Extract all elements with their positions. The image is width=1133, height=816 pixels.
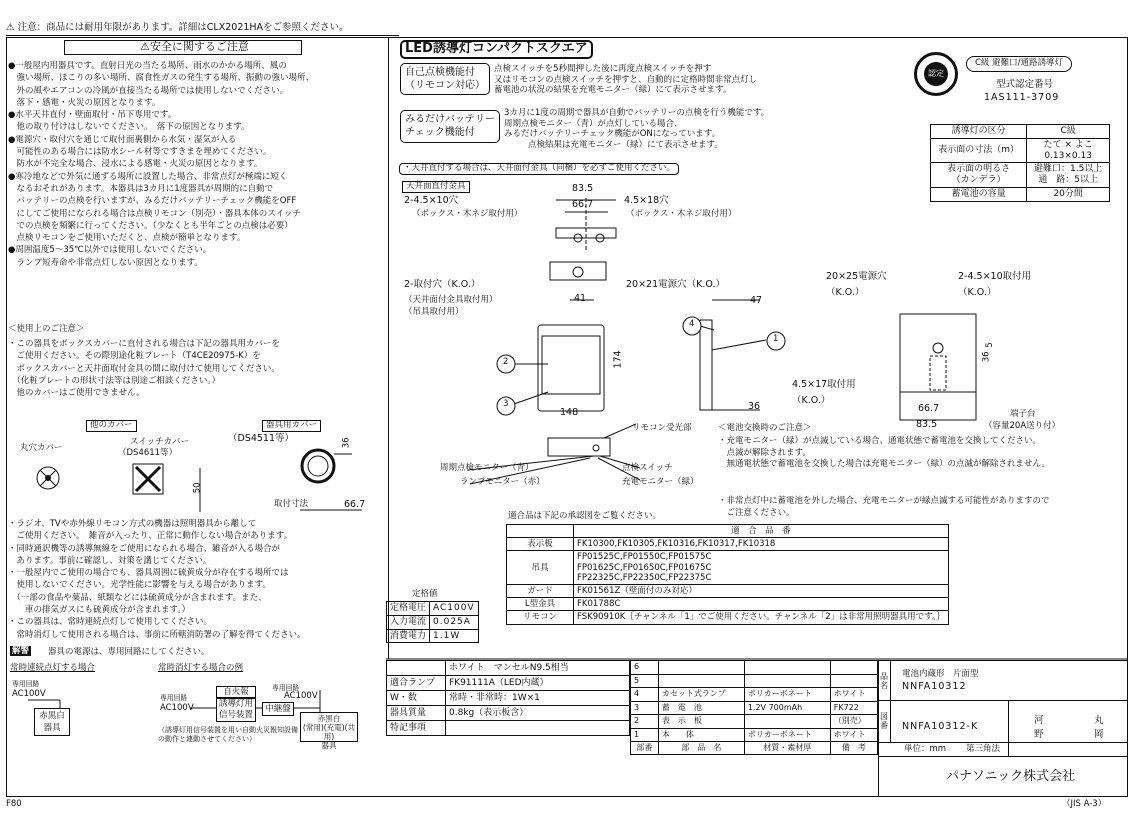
usage-line: 車の排気ガスにも硫黄成分が含まれます。） <box>8 605 191 616</box>
usage-line: あります。事前に確認し、対策を講じてください。 <box>8 555 212 566</box>
table-cell: 吊具 <box>507 551 574 585</box>
table-cell: 誘導灯の区分 <box>931 125 1027 139</box>
power-hole2: 20×25電源穴 <box>826 271 887 282</box>
table-cell: 表示板 <box>507 538 574 551</box>
table-cell: FK91111A（LED内蔵） <box>446 676 630 691</box>
table-row <box>507 538 949 551</box>
cert-no: 1AS111-3709 <box>984 92 1060 103</box>
table-cell: リモコン <box>507 611 574 624</box>
table-cell: 特記事項 <box>387 721 446 736</box>
callout-2: 2 <box>503 357 509 367</box>
usage-line: 使用しないでください。光学性能に影響を与える場合があります。 <box>8 580 271 591</box>
warning-triangle-icon: ⚠ <box>140 40 150 53</box>
battery-notes: ・充電モニター（緑）が点滅している場合、通電状態で蓄電池を交換してください。 点滅が解除されます。 無通電状態で蓄電池を交換した場合は充電モニター（緑）の点滅が解除されません。 <box>718 436 1051 469</box>
tb-name2: NNFA10312 <box>902 681 967 692</box>
table-row <box>631 701 878 715</box>
table-row <box>631 728 878 742</box>
cert-logo-inner: 認定 <box>924 62 948 86</box>
spec-table <box>386 660 630 736</box>
table-cell: 1 <box>631 728 659 742</box>
remote-rx-label: リモコン受光部 <box>632 423 692 433</box>
table-row <box>507 611 949 624</box>
table-cell: 1.2V 700mAh <box>744 701 830 715</box>
tb-name-label: 品名 <box>880 672 888 690</box>
tb-vline-2 <box>1008 700 1009 756</box>
table-cell: ポリカーボネート <box>744 688 830 702</box>
cert-grade: C級 避難口/通路誘導灯 <box>966 56 1072 72</box>
fixture-cover-label: 器具用カバー <box>262 420 321 432</box>
feature2-text: 3カ月に1度の周期で器具が自動でバッテリーの点検を行う機能です。 周期点検モニター（青）が点灯している場合、 みるだけバッテリーチェック機能がONになっています。 点検結果は充電モニター（緑）にて表示させます。 <box>504 108 770 150</box>
table-cell <box>507 525 574 538</box>
table-cell: FK10300,FK10305,FK10316,FK10317,FK10318 <box>574 538 949 551</box>
table-cell: 常時・非常時：1W×1 <box>446 691 630 706</box>
table-cell: L型金具 <box>507 598 574 611</box>
footer-right: （JIS A-3） <box>1062 799 1107 809</box>
terminal-capacity: （容量20A送り付） <box>984 421 1061 431</box>
table-cell <box>744 674 830 688</box>
safety-line: での点検を頻繁に行ってください。（少なくとも半年ごとの点検は必要） <box>8 220 293 231</box>
table-cell <box>830 661 877 675</box>
caution-line: ⚠ 注意：商品には耐用年限があります。詳細はCLX2021HAをご参照ください。 <box>6 22 349 33</box>
table-cell: W・数 <box>387 691 446 706</box>
safety-line: ランプ短寿命や非常点灯しない原因となります。 <box>8 257 203 268</box>
approved-caption: 適合品は下記の承認図をご覧ください。 <box>508 511 662 521</box>
table-cell <box>387 661 446 676</box>
rating-table <box>386 601 479 643</box>
terminal-label: 端子台 <box>1010 409 1036 419</box>
usage-line: ・一般屋内でご使用の場合でも、器具周囲に硫黄成分が存在する場所では <box>8 568 289 579</box>
table-cell: FP01525C,FP01550C,FP01575C FP01625C,FP01650C,FP01675C FP22325C,FP22350C,FP22375C <box>574 551 949 585</box>
ds4511-label: （DS4511等） <box>228 433 295 444</box>
table-cell: ガード <box>507 584 574 597</box>
safety-line: 防水が不完全な場合、浸水による感電・火災の原因となります。 <box>8 159 263 170</box>
ko-label-2: （K.O.） <box>958 287 997 298</box>
table-cell: 避難口：1.5以上 通 路：5以上 <box>1027 163 1110 188</box>
safety-line: 外の風やエアコンの冷風が直接当たる場所では使用しないでください。 <box>8 85 289 96</box>
table-cell: 1.1W <box>430 629 479 643</box>
periodic-monitor-label: 周期点検モニター（青） <box>440 463 534 473</box>
tb-projection: 第三角法 <box>966 744 1001 754</box>
tb-company: パナソニック株式会社 <box>946 769 1076 784</box>
tb-sign3: 野 <box>1034 729 1044 740</box>
table-cell: 消費電力 <box>387 629 430 643</box>
rating-title: 定格値 <box>412 589 438 599</box>
safety-title: ⚠安全に関するご注意 <box>140 40 249 53</box>
tb-line-3 <box>878 756 1128 757</box>
table-cell: 部 品 名 <box>658 742 744 755</box>
table-row <box>631 715 878 729</box>
check-switch-label: 点検スイッチ <box>622 463 673 473</box>
safety-line: ●寒冷地などで外気に通ずる場所に設置した場合、非常点灯が極端に短く <box>8 171 288 182</box>
dim-36-back: 36 <box>981 351 992 363</box>
table-cell: ポリカーボネート <box>744 728 830 742</box>
safety-line: バッテリーの点検を行いますが、みるだけバッテリーチェック機能をOFF <box>8 196 297 207</box>
safety-line: ●一般屋内用器具です。直射日光の当たる場所、雨水のかかる場所、風の <box>8 61 287 71</box>
usage-line: ご使用ください。その際別途化粧プレート（T4CE20975-K）を <box>8 351 261 362</box>
table-cell: 0.025A <box>430 615 479 629</box>
safety-line: にしてご使用になられる場合は点検リモコン（別売）・器具本体のスイッチ <box>8 208 301 219</box>
mount-ko: 2-取付穴（K.O.） <box>404 279 481 290</box>
dim-835-top: 83.5 <box>572 183 594 194</box>
always-off-label: 常時消灯する場合の例 <box>158 663 244 673</box>
callout-3: 3 <box>503 399 509 409</box>
dim-47: 47 <box>750 295 763 306</box>
table-cell: 6 <box>631 661 659 675</box>
table-cell: （別売） <box>830 715 877 729</box>
usage-title: ＜使用上のご注意＞ <box>8 324 85 334</box>
other-cover-label: 他のカバー <box>86 420 137 432</box>
table-row <box>387 691 630 706</box>
table-cell: 蓄 電 池 <box>658 701 744 715</box>
table-cell: ホワイト マンセルN9.5相当 <box>446 661 630 676</box>
circuit-label-1: 専用回路 <box>12 680 40 689</box>
table-cell: 0.8kg（表示板含） <box>446 706 630 721</box>
tb-vline <box>890 660 891 742</box>
table-row <box>387 602 479 616</box>
table-cell: 備 考 <box>830 742 877 755</box>
table-cell: ホワイト <box>830 688 877 702</box>
usage-line: ご使用ください。 雑音が入ったり、正常に動作しない場合があります。 <box>8 531 293 542</box>
product-title: LED誘導灯コンパクトスクエア <box>400 40 593 59</box>
table-cell: 表示面の明るさ （カンデラ） <box>931 163 1027 188</box>
approved-table <box>506 524 949 625</box>
dim-174: 174 <box>612 350 624 369</box>
usage-line: ・この器具は、常時連続点灯して使用してください。 <box>8 617 213 628</box>
holes-left: 2-4.5×10穴 <box>404 195 459 206</box>
table-cell: 5 <box>631 674 659 688</box>
table-cell: 部番 <box>631 742 659 755</box>
dim-667-back: 66.7 <box>918 403 940 414</box>
circuit-label-3: 専用回路 <box>272 684 300 693</box>
table-cell: たて × よこ 0.13×0.13 <box>1027 138 1110 163</box>
tb-drawing-no: NNFA10312-K <box>902 721 979 732</box>
table-cell: FSK90910K｛チャンネル「1」でご使用ください。チャンネル「2」は非常用照明器具用です。｝ <box>574 611 949 624</box>
table-cell: 入力電流 <box>387 615 430 629</box>
tb-name: 電池内蔵形 片面型 <box>902 669 979 679</box>
guide-signal-box: 誘導灯用信号装置 <box>216 698 256 722</box>
tb-sign2: 丸 <box>1094 715 1104 726</box>
fire-alarm-box: 自火報 <box>216 686 256 698</box>
safety-line: 落下・感電・火災の原因となります。 <box>8 97 161 108</box>
dim-36-front: 36 <box>748 401 761 412</box>
ceiling-bracket-label: 天井面直付金具 <box>402 181 470 193</box>
table-row <box>507 584 949 597</box>
table-cell: カセット式ランプ <box>658 688 744 702</box>
warning-triangle-icon: ⚠ <box>6 22 15 33</box>
table-row <box>631 661 878 675</box>
mount-dim-label: 取付寸法 <box>274 499 309 509</box>
table-cell: 本 体 <box>658 728 744 742</box>
ko-label-3: （K.O.） <box>792 395 831 406</box>
battery-notes-2: ・非常点灯中に蓄電池を外した場合、充電モニターが緑点滅する可能性がありますので ご注意ください。 <box>718 496 1050 518</box>
safety-line: 点検リモコンをご使用いただくと、点検が簡単となります。 <box>8 233 246 244</box>
holes-right: 4.5×18穴 <box>624 195 669 206</box>
table-cell: 4 <box>631 688 659 702</box>
table-row <box>387 629 479 643</box>
table-row <box>631 674 878 688</box>
dim-5: 5 <box>984 342 995 348</box>
feature2-box: みるだけバッテリー チェック機能付 <box>400 110 500 143</box>
holes-left-sub: （ボックス・木ネジ取付用） <box>412 209 523 219</box>
lamp-monitor-label: ランプモニター（赤） <box>460 477 545 487</box>
table-cell <box>744 715 830 729</box>
ac100v-3: AC100V <box>284 691 318 701</box>
tb-line-1 <box>878 700 1128 701</box>
tb-line-2 <box>878 742 1128 743</box>
safety-line: ●水平天井直付・壁面取付・吊下専用です。 <box>8 110 177 121</box>
fixture-box-2: 赤黒白 (常用)(充電)(共用) 器具 <box>300 712 358 742</box>
safety-line: 他の取り付けはしないでください。 落下の原因となります。 <box>8 122 250 133</box>
safety-line: なるおそれがあります。本器具は3カ月に1度器具が周期的に自動で <box>8 183 274 194</box>
dim-41: 41 <box>574 293 587 304</box>
warn-text: 器具の電源は、専用回路にしてください。 <box>48 647 210 657</box>
usage-line: （化粧プレートの形状寸法等は別途ご相談ください。） <box>8 375 221 386</box>
table-row <box>507 598 949 611</box>
battery-notes-title: ＜電池交換時のご注意＞ <box>718 423 812 433</box>
table-cell: 20分間 <box>1027 187 1110 201</box>
feature1-text: 点検スイッチを5秒間押した後に再度点検スイッチを押す 又はリモコンの点検スイッチを押すと、自動的に定格時間非常点灯し 蓄電池の状況の結果を充電モニター（緑）にて表示させます。 <box>494 64 758 95</box>
table-cell: 適合ランプ <box>387 676 446 691</box>
table-row <box>387 615 479 629</box>
safety-line: ●周囲温度5～35℃以外では使用しないでください。 <box>8 245 212 256</box>
callout-1: 1 <box>773 334 779 344</box>
table-row <box>387 661 630 676</box>
table-cell <box>830 674 877 688</box>
mount-ko-sub2: （吊具取付用） <box>404 307 464 317</box>
table-cell <box>744 661 830 675</box>
table-cell: 器具質量 <box>387 706 446 721</box>
feature1-box: 自己点検機能付 （リモコン対応） <box>400 63 490 95</box>
table-cell: 表 示 板 <box>658 715 744 729</box>
fixture-box-1: 赤黒白 器具 <box>34 708 70 736</box>
table-cell <box>658 674 744 688</box>
table-cell <box>446 721 630 736</box>
usage-line: ・この器具をボックスカバーに直付される場合は下記の器具用カバーを <box>8 339 280 349</box>
table-cell: 表示面の寸法（m） <box>931 138 1027 163</box>
safety-line: 可能性のある場合には防水シール材等ですきまを埋めてください。 <box>8 147 272 158</box>
safety-line: ●電源穴・取付穴を通じて取付面裏側から水気・湿気が入る <box>8 134 237 145</box>
table-cell: 2 <box>631 715 659 729</box>
hole-4517: 4.5×17取付用 <box>792 379 856 390</box>
table-cell: ホワイト <box>830 728 877 742</box>
table-row <box>507 525 949 538</box>
dim-667-top: 66.7 <box>572 199 594 210</box>
table-cell: FK01788C <box>574 598 949 611</box>
always-on-label: 常時連続点灯する場合 <box>10 663 96 673</box>
footer-left: F80 <box>6 799 22 809</box>
mount-holes2: 2-4.5×10取付用 <box>958 271 1032 282</box>
table-row <box>387 706 630 721</box>
table-cell: C級 <box>1027 125 1110 139</box>
tb-unit: 単位：mm <box>904 744 947 754</box>
dim-50-cover: 50 <box>192 482 203 494</box>
table-cell: AC100V <box>430 602 479 616</box>
ac100v-2: AC100V <box>160 703 194 713</box>
signal-note: （誘導灯用信号装置を用い自動火災報知設備の動作と連動させてください） <box>158 726 298 743</box>
switch-cover-label: スイッチカバー <box>130 437 189 447</box>
ac100v-1: AC100V <box>12 689 46 699</box>
parts-table <box>630 660 878 755</box>
dim-835-back: 83.5 <box>916 419 938 430</box>
warn-label: 解警 <box>12 646 30 656</box>
tb-sign4: 岡 <box>1094 729 1104 740</box>
tb-drawing-label: 図番 <box>880 712 888 730</box>
ceiling-note: ・天井直付する場合は、天井面付金具（同梱）を必ずご使用ください。 <box>399 163 679 175</box>
power-ko: 20×21電源穴（K.O.） <box>626 279 725 290</box>
callout-4: 4 <box>689 319 695 329</box>
table-row <box>631 742 878 755</box>
table-cell: 材質・素材厚 <box>744 742 830 755</box>
table-cell: 3 <box>631 701 659 715</box>
dim-148: 148 <box>560 407 579 418</box>
dim-667-cover: 66.7 <box>344 499 366 510</box>
usage-line: 常時消灯して使用される場合は、事前に所轄消防署の了解を得てください。 <box>8 629 306 640</box>
table-row <box>631 688 878 702</box>
usage-line: ボックスカバーと天井面取付金具の間に取付けて使用してください。 <box>8 363 280 374</box>
table-cell: FK01561Z（壁面付のみ対応） <box>574 584 949 597</box>
table-cell: 蓄電池の容量 <box>931 187 1027 201</box>
table-cell: FK722 <box>830 701 877 715</box>
usage-line: ・ラジオ、TVや赤外線リモコン方式の機器は照明器具から離して <box>8 519 257 529</box>
dim-36-cover: 36 <box>341 437 352 449</box>
ko-label: （K.O.） <box>826 287 865 298</box>
table-cell: 定格電圧 <box>387 602 430 616</box>
switch-cover-model: （DS4611等） <box>118 448 178 458</box>
round-cover-label: 丸穴カバー <box>20 443 63 453</box>
holes-right-sub: （ボックス・木ネジ取付用） <box>626 209 737 219</box>
table-cell: 適 合 品 番 <box>574 525 949 538</box>
usage-line: （一部の食品や薬品、紙類などには硫黄成分が含まれます。また、 <box>8 592 267 603</box>
relay-box: 中継盤 <box>262 702 294 716</box>
table-row <box>507 551 949 585</box>
table-row <box>387 721 630 736</box>
usage-line: 他のカバーはご使用できません。 <box>8 388 145 399</box>
circuit-label-2: 専用回路 <box>160 694 188 703</box>
usage-line: ・同時通訳機等の誘導無線をご使用になられる場合、雑音が入る場合が <box>8 543 281 554</box>
table-cell <box>658 661 744 675</box>
charge-monitor-label: 充電モニター（緑） <box>622 477 699 487</box>
safety-line: 強い場所、ほこりの多い場所、腐食性ガスの発生する場所、振動の強い場所、 <box>8 73 315 84</box>
table-row <box>387 676 630 691</box>
mount-ko-sub1: （天井面付金具取付用） <box>404 295 498 305</box>
tb-sign1: 河 <box>1034 715 1044 726</box>
cert-model-label: 型式認定番号 <box>996 79 1054 90</box>
